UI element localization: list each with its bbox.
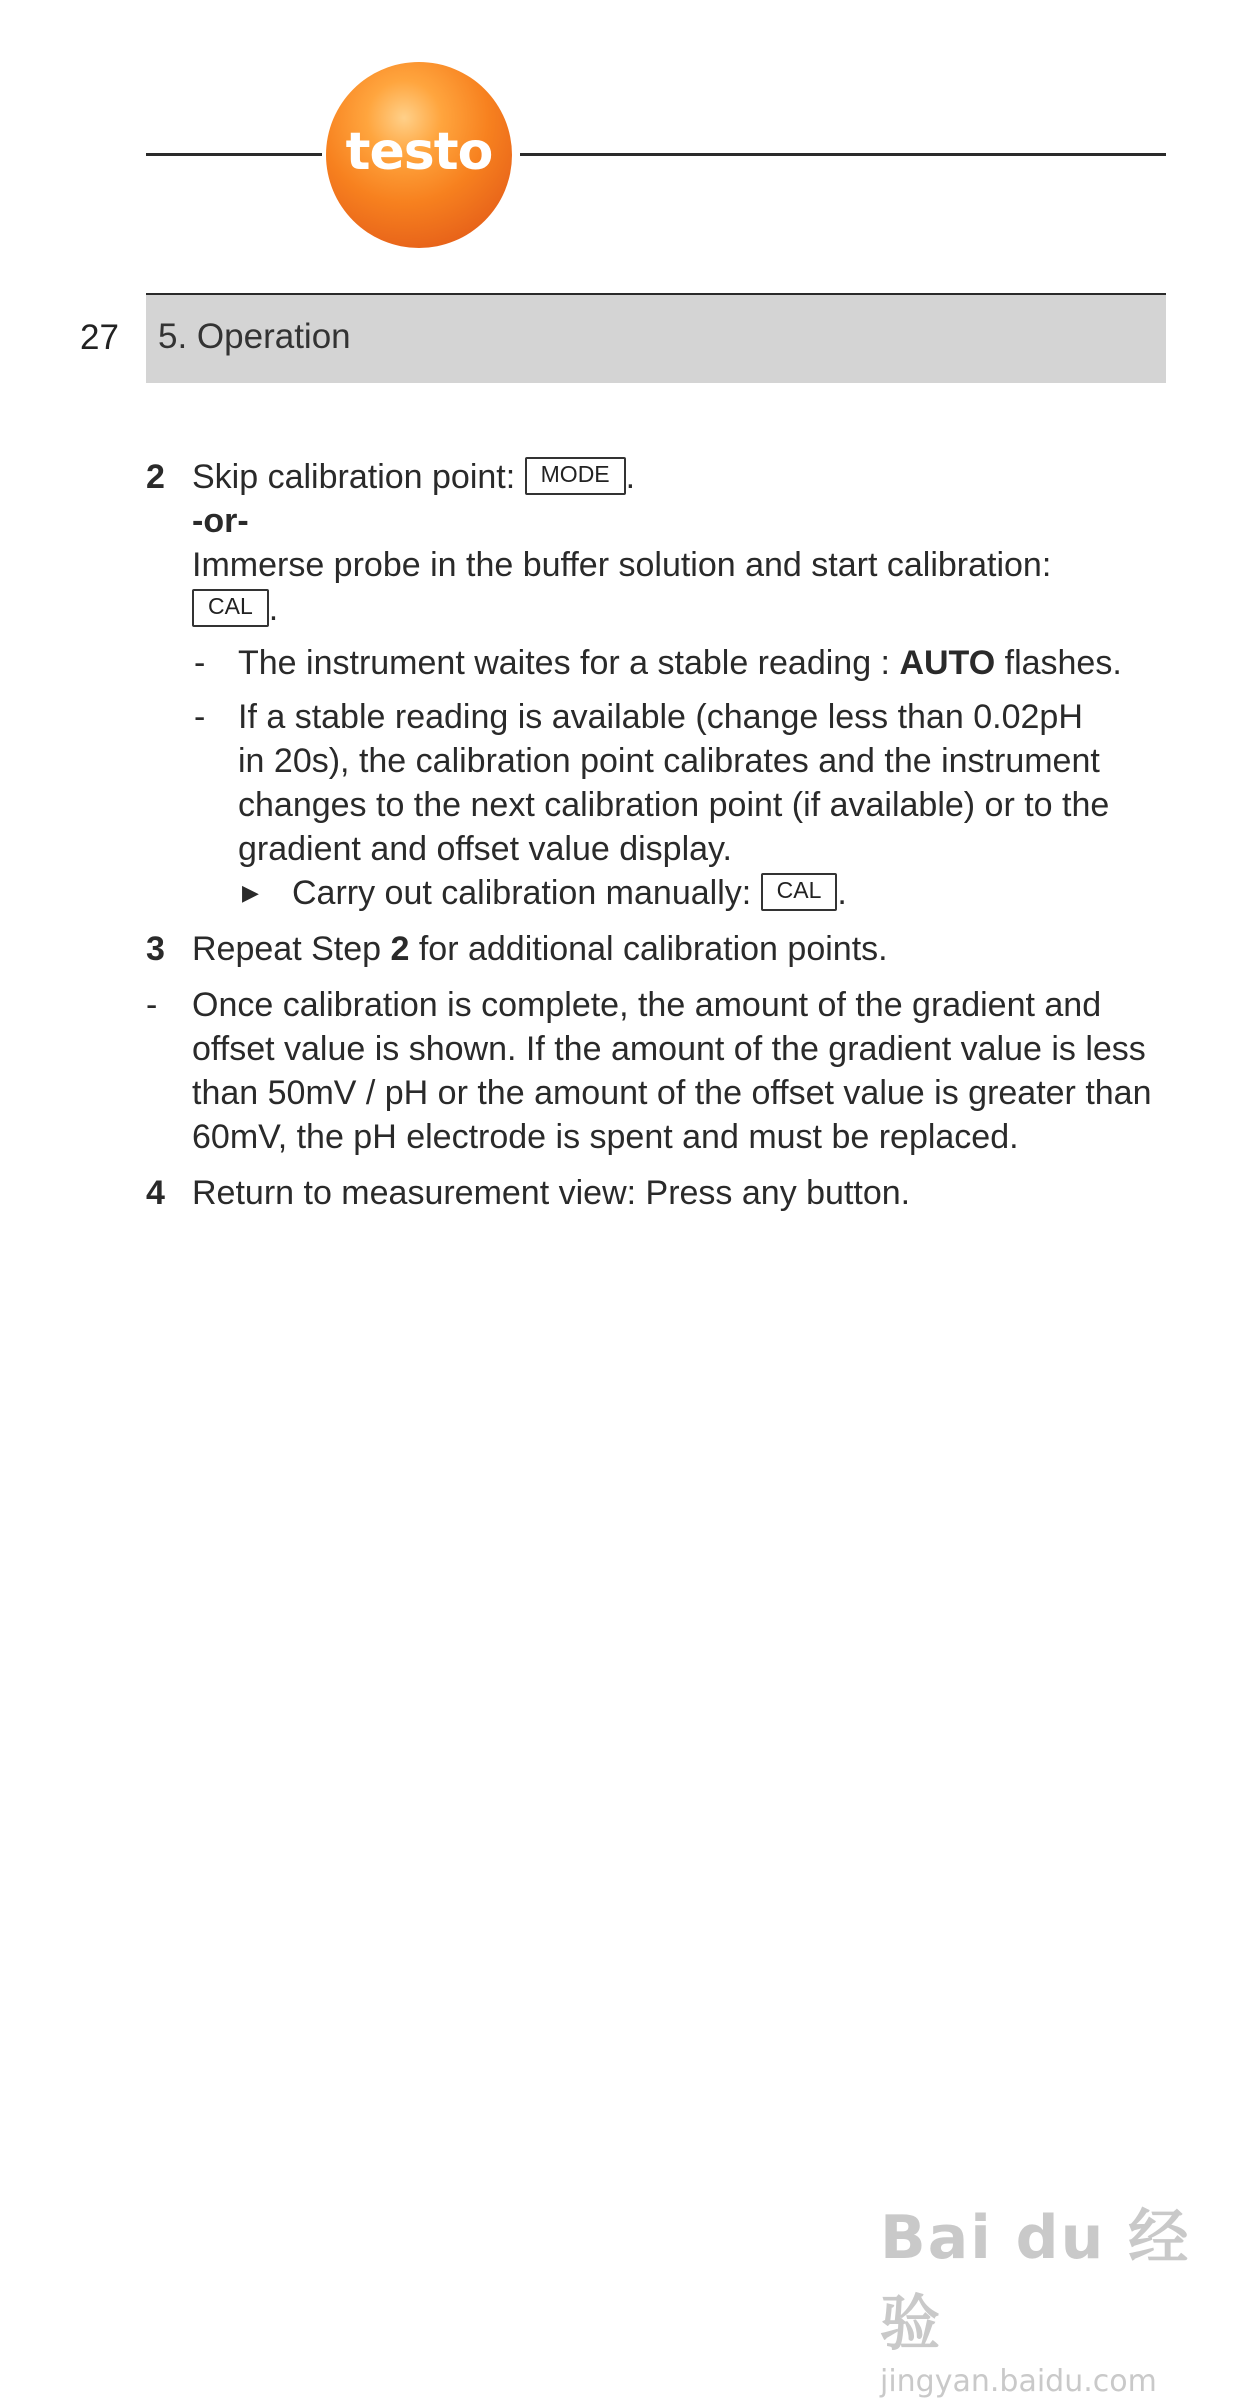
- bullet-dash: -: [194, 698, 206, 736]
- mode-key: MODE: [525, 457, 626, 495]
- header-rule-right: [520, 153, 1166, 156]
- instructions: [146, 455, 1176, 1215]
- auto-indicator: AUTO: [899, 644, 996, 682]
- step-text: Skip calibration point:: [192, 458, 525, 496]
- step-2-line2-key: [192, 587, 1176, 631]
- section-title: 5. Operation: [158, 317, 351, 356]
- step-2: [146, 455, 1176, 631]
- bullet-stable-reading: [194, 695, 1176, 871]
- step-reference: 2: [390, 930, 410, 968]
- note-text: Once calibration is complete, the amount of the gradient and offset value is shown. If the amount of the gradient value is less than 50mV / pH or the amount of the offset value is greater than 60mV, the pH electrode is spent and must be replaced.: [192, 986, 1152, 1156]
- step-text: for additional calibration points.: [409, 930, 888, 968]
- punctuation: .: [625, 458, 636, 496]
- punctuation: .: [837, 874, 847, 912]
- step-text: Immerse probe in the buffer solution and start calibration:: [192, 546, 1052, 584]
- bullet-text: Carry out calibration manually:: [292, 874, 761, 912]
- bullet-dash: -: [194, 644, 206, 682]
- step-number: 3: [146, 930, 165, 968]
- step-3: [146, 927, 1176, 971]
- section-header: [146, 293, 1166, 383]
- punctuation: .: [268, 590, 279, 628]
- step-number: 2: [146, 458, 165, 496]
- bullet-text: The instrument waites for a stable reading :: [238, 644, 900, 682]
- bullet-text: If a stable reading is available (change less than 0.02pH in 20s), the calibration point calibrates and the instrument changes to the next calibration point (if available) or to the gradient and offset value display.: [238, 698, 1110, 868]
- watermark-url: jingyan.baidu.com: [880, 2364, 1157, 2399]
- watermark-main: Bai du 经验: [880, 2203, 1191, 2359]
- or-separator: -or-: [192, 502, 249, 540]
- step-2-line1: [192, 455, 1176, 499]
- page-number: 27: [80, 318, 119, 357]
- step-text: Repeat Step: [192, 930, 391, 968]
- testo-logo: [326, 62, 512, 248]
- baidu-watermark: [880, 2190, 1244, 2399]
- step-2-line2: [192, 543, 1176, 587]
- bullet-text: flashes.: [995, 644, 1122, 682]
- arrow-right-icon: ▶: [242, 880, 259, 905]
- header-rule-left: [146, 153, 322, 156]
- logo-text: testo: [345, 122, 493, 182]
- bullet-waiting: [194, 641, 1176, 685]
- result-note: [146, 983, 1176, 1159]
- step-text: Return to measurement view: Press any button.: [192, 1174, 911, 1212]
- step-number: 4: [146, 1174, 165, 1212]
- manual-calibration: [242, 871, 1176, 915]
- cal-key: CAL: [761, 873, 838, 911]
- note-dash: -: [146, 986, 158, 1024]
- step-4: [146, 1171, 1176, 1215]
- cal-key: CAL: [192, 589, 269, 627]
